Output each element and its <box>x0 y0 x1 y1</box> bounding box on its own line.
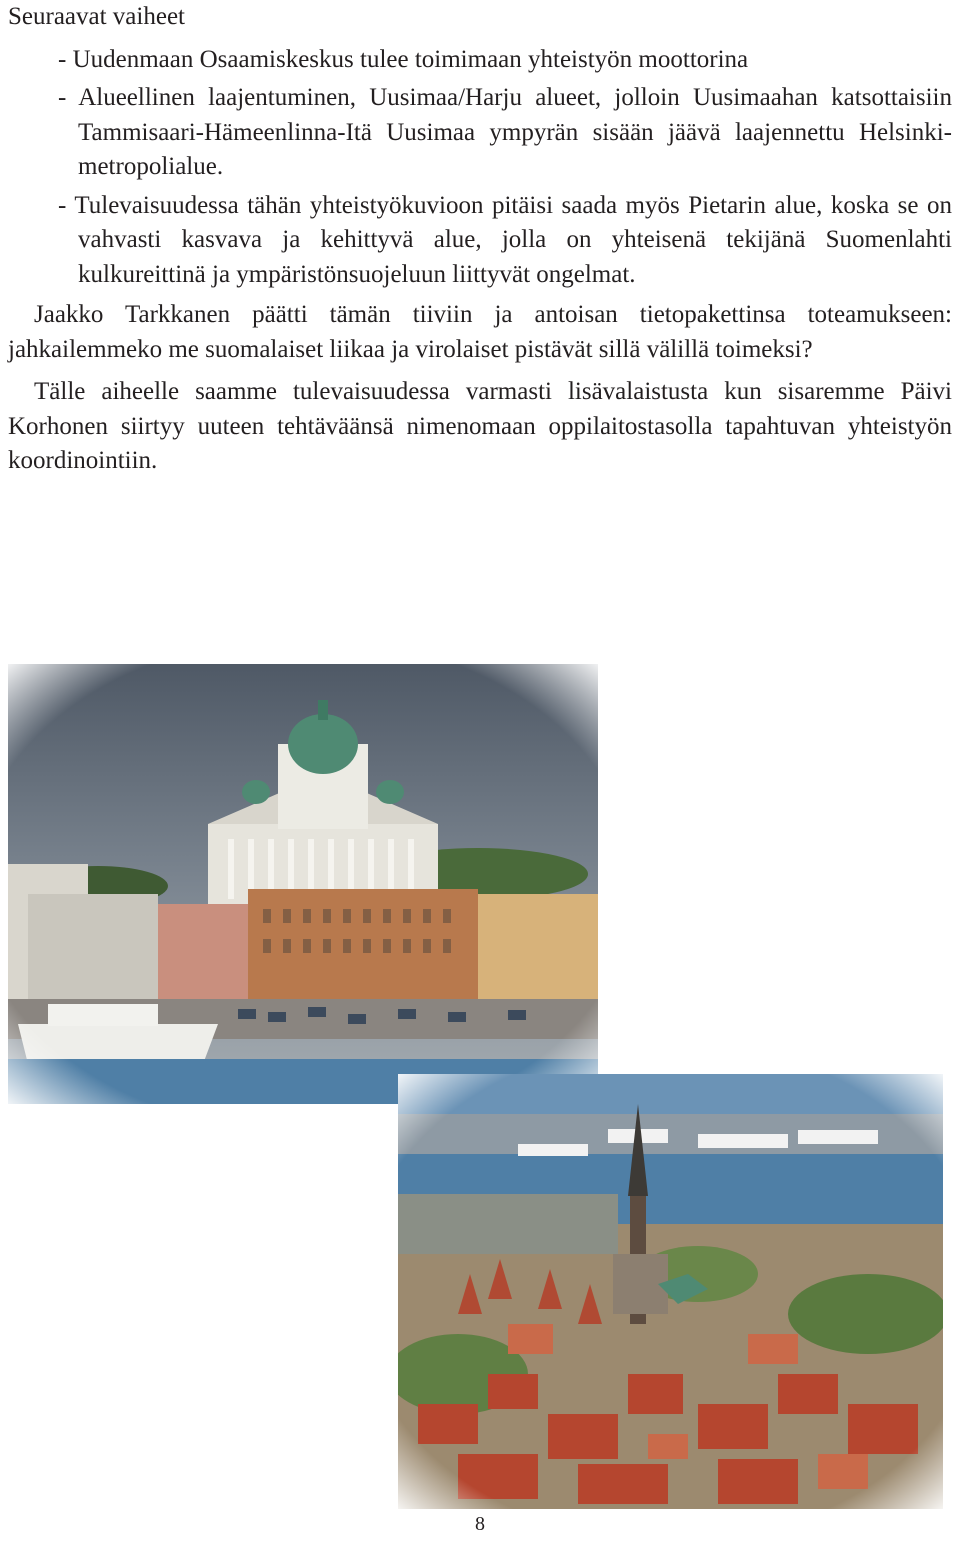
bullet-item-3: - Tulevaisuudessa tähän yhteistyökuvioon pitäisi saada myös Pietarin alue, koska se on vahvasti kasvava ja kehittyvä alue, jolla on yhteisenä tekijänä Suomenlahti kulkureittinä ja ympäristönsuojeluun liittyvät ongelmat. <box>58 191 952 288</box>
paragraph-korhonen: Tälle aiheelle saamme tulevaisuudessa varmasti lisävalaistusta kun sisaremme Päivi Korhonen siirtyy uuteen tehtäväänsä nimenomaan oppilaitostasolla tapahtuvan yhteistyön koordinointiin. <box>8 378 952 474</box>
text-body <box>8 0 952 479</box>
bullet-list <box>8 43 952 293</box>
bullet-item-2: - Alueellinen laajentuminen, Uusimaa/Harju alueet, jolloin Uusimaahan katsottaisiin Tammisaari-Hämeenlinna-Itä Uusimaa ympyrän sisään jäävä laajennettu Helsinki-metropolialue. <box>58 84 952 180</box>
tallinn-old-town-photo <box>398 1074 943 1509</box>
helsinki-cathedral-photo <box>8 664 598 1104</box>
paragraph-tarkkanen: Jaakko Tarkkanen päätti tämän tiiviin ja antoisan tietopakettinsa toteamukseen: jahkailemmeko me suomalaiset liikaa ja virolaiset pistävät sillä välillä toimeksi? <box>8 301 952 363</box>
section-heading: Seuraavat vaiheet <box>8 3 185 30</box>
bullet-item-1: - Uudenmaan Osaamiskeskus tulee toimimaan yhteistyön moottorina <box>58 45 749 73</box>
page-number: 8 <box>475 1513 485 1535</box>
